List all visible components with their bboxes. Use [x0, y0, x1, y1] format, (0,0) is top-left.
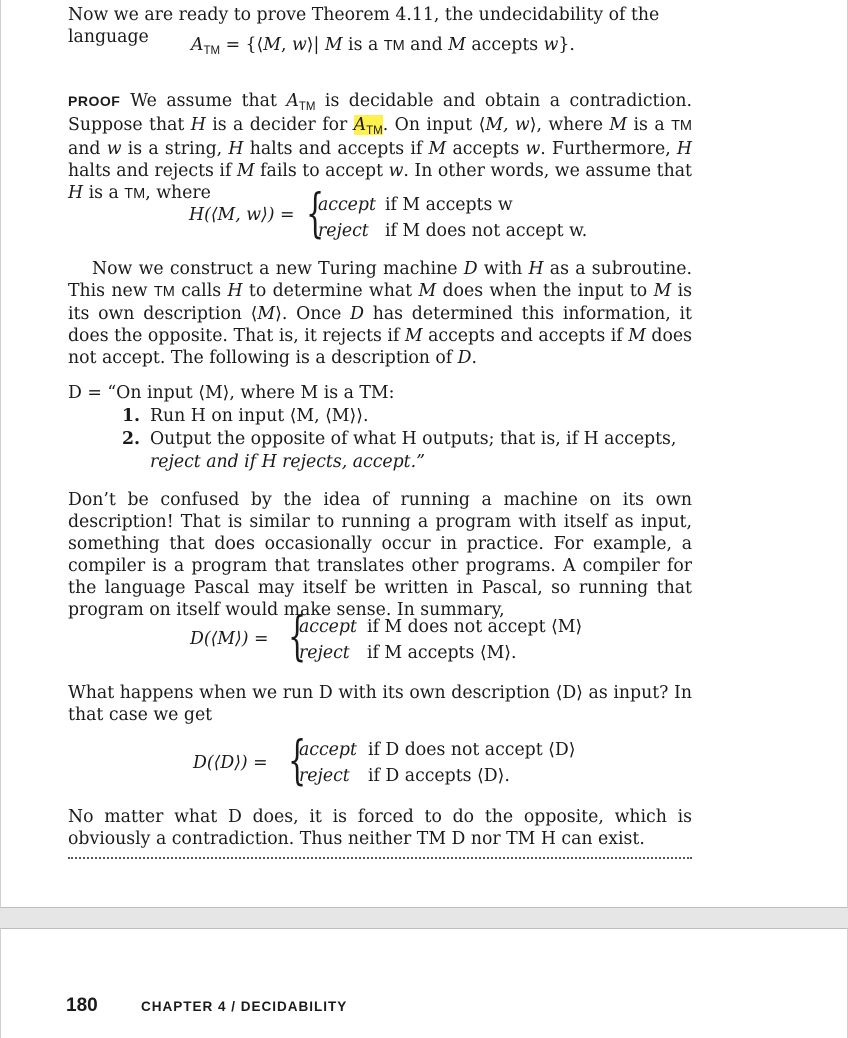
page-180-body: Now we are ready to prove Theorem 4.11, the undecidability of the language $A_{TM}$ = {⟨M, w⟩| M is a TM and M accepts w}. PROOF We assume that $A_{TM}$ is decidable and obtain a contradiction. Suppose that H is a decider for $A_{TM}$. On input ⟨M, w⟩, where M is a TM and w is a string, H halts and accepts if M accepts w. Furthermore, H halts and rejects if M fails to accept w. In other words, we assume that H is a TM, where H(⟨M, w⟩) = { accept if M accepts w reject if M does not accept w. Now we construct a new Turing machine D with H as a subroutine. This new TM calls H to determine what M does when the input to M is its own description ⟨M⟩. Once D has determined this information, it does the opposite. That is, it rejects if M accepts and accepts if M does not accept. The following is a description of D. D = “On input ⟨M⟩, where M is a TM: 1. Run H on input ⟨M, ⟨M⟩⟩. 2. Output the opposite of what H outputs; that is, if H accepts, reject and if H rejects, accept.” Don’t be confused by the idea of running a machine on its own description! That is similar to running a program with itself as input, something that does occasionally occur in practice. For example, a compiler is a program that translates other programs. A compiler for the language Pascal may itself be written in Pascal, so running that program on itself would make sense. In summary, D(⟨M⟩) = { accept if M does not accept ⟨M⟩ reject if M accepts ⟨M⟩. What happens when we run D with its own description ⟨D⟩ as input? In that case we get D(⟨D⟩) = { accept if D does not accept ⟨D⟩ reject if D accepts ⟨D⟩. No matter what D does, it is forced to do the opposite, which is obviously a contradiction. Thus neither TM D nor TM H can exist. — [0, 0, 848, 908]
left-brace: { — [306, 184, 325, 244]
end-of-proof-rule — [68, 857, 692, 859]
atm-definition: $A_{TM}$ = {⟨M, w⟩| M is a TM and M accepts w}. — [191, 35, 575, 57]
chapter-heading: CHAPTER 4 / DECIDABILITY — [141, 999, 348, 1014]
proof-keyword: PROOF — [68, 93, 121, 109]
final-paragraph: No matter what D does, it is forced to do the opposite, which is obviously a contradiction. Thus neither TM D nor TM H can exist. — [68, 807, 692, 849]
construct-d-paragraph: Now we construct a new Turing machine D with H as a subroutine. This new TM calls H to determine what M does when the input to M is its own description ⟨M⟩. Once D has determined this information, it does the opposite. That is, it rejects if M accepts and accepts if M does not accept. The following is a description of D. — [68, 259, 693, 368]
confused-paragraph: Don’t be confused by the idea of running a machine on its own description! That is similar to running a program with itself as input, something that does occasionally occur in practice. For example, a compiler is a program that translates other programs. A compiler for the language Pascal may itself be written in Pascal, so running that program on itself would make sense. In summary, — [68, 490, 692, 620]
page-number: 180 — [66, 995, 98, 1016]
highlighted-atm: $A_{TM}$ — [353, 115, 383, 137]
page-180-footer — [0, 928, 848, 1038]
intro-text: Now we are ready to prove Theorem 4.11, the undecidability of the language — [68, 5, 660, 47]
what-happens-paragraph: What happens when we run D with its own description ⟨D⟩ as input? In that case we get — [68, 683, 692, 725]
proof-paragraph: PROOF We assume that $A_{TM}$ is decidable and obtain a contradiction. Suppose that H is a decider for $A_{TM}$. On input ⟨M, w⟩, where M is a TM and w is a string, H halts and accepts if M accepts w. Furthermore, H halts and rejects if M fails to accept w. In other words, we assume that H is a TM, where — [68, 91, 692, 203]
